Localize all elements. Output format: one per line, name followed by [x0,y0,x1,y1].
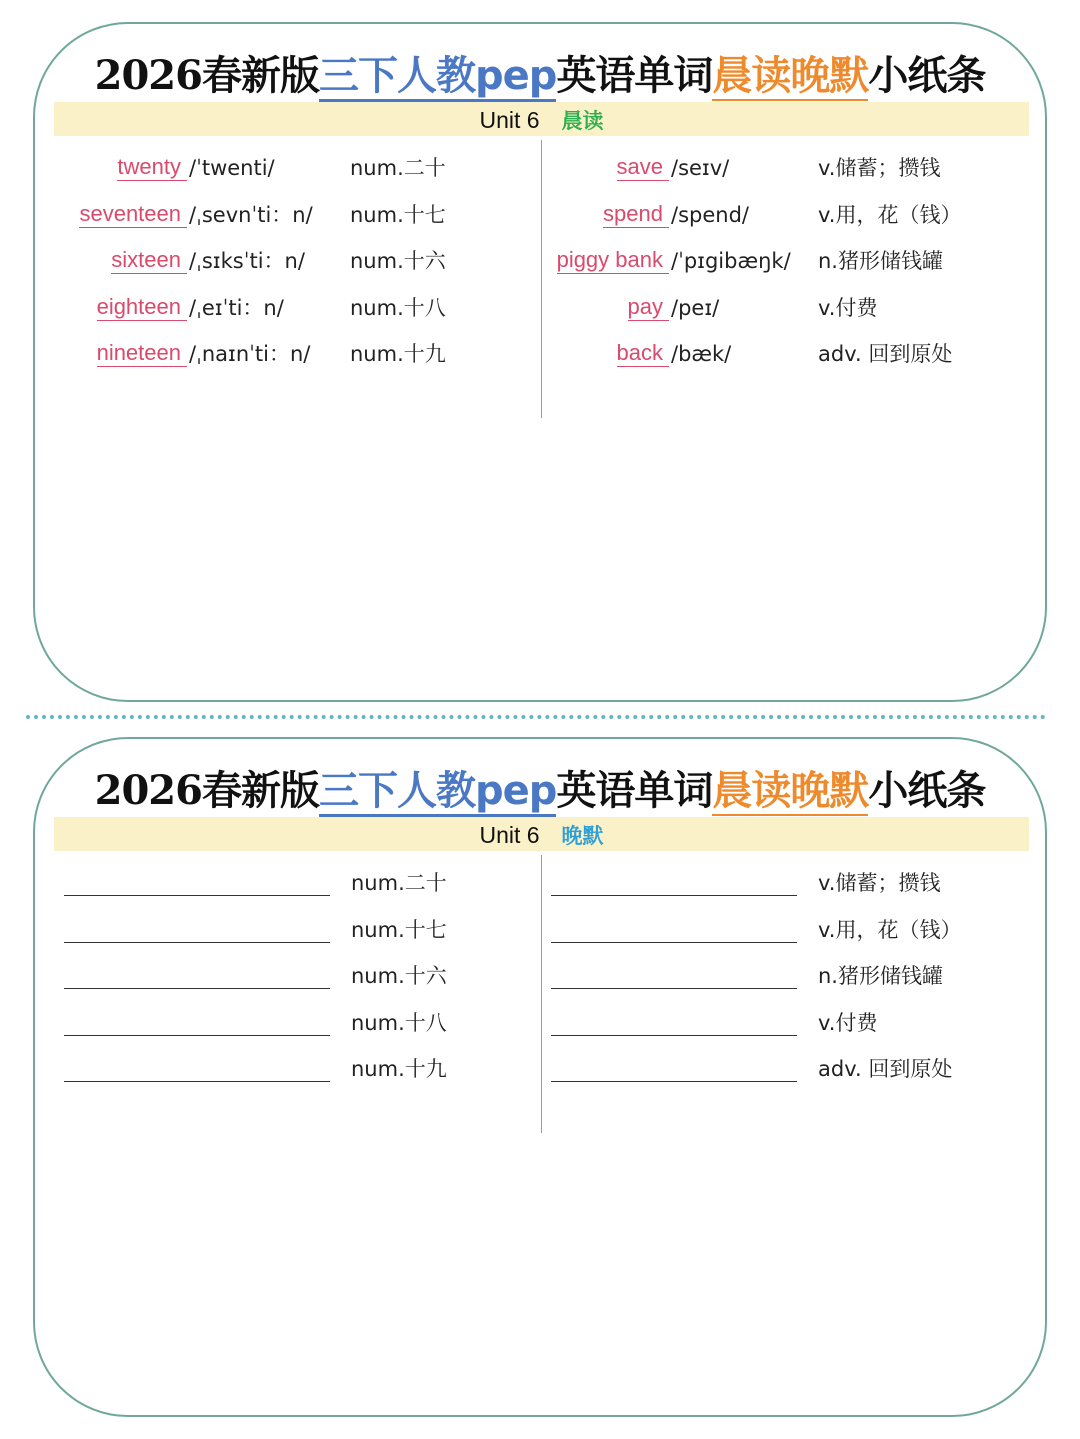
english-word: spend [603,201,669,228]
english-word: eighteen [97,294,187,321]
title-prefix: 2026春新版 [94,52,319,99]
word-row [35,195,1045,235]
title-grade: 三下人教pep [319,768,556,817]
phonetic-transcription: /peɪ/ [671,295,720,320]
phonetic-transcription: /ˌnaɪnˈti：n/ [189,342,311,366]
chinese-meaning: v.付费 [818,295,878,320]
english-word: pay [628,294,669,321]
chinese-meaning: n.猪形储钱罐 [818,964,943,988]
phonetic-transcription: /ˌsevnˈti：n/ [189,202,313,227]
chinese-meaning: v.用，花（钱） [818,202,962,227]
card-title [35,44,1045,104]
phonetic-transcription: /ˈpɪgibæŋk/ [671,249,791,273]
english-word: seventeen [79,201,187,228]
morning-reading-card [33,22,1047,702]
chinese-meaning: adv. 回到原处 [818,1057,953,1081]
chinese-meaning: v.储蓄；攒钱 [818,156,941,180]
english-word: nineteen [97,340,187,367]
phonetic-transcription: /seɪv/ [671,156,730,180]
english-word: back [617,340,669,367]
chinese-meaning: v.储蓄；攒钱 [818,871,941,895]
card-title [35,759,1045,819]
chinese-meaning: num.二十 [351,871,447,895]
dictation-row [35,1003,1045,1043]
word-row [35,288,1045,328]
cut-line-divider [26,715,1046,719]
title-mid: 英语单词 [556,768,713,814]
chinese-meaning: n.猪形储钱罐 [818,249,943,273]
chinese-meaning: num.十七 [351,917,447,942]
english-word: piggy bank [557,247,669,274]
chinese-meaning: num.十八 [351,1010,447,1035]
dictation-row [35,910,1045,950]
phonetic-transcription: /spend/ [671,202,749,227]
evening-dictation-card [33,737,1047,1417]
chinese-meaning: num.十八 [350,295,446,320]
english-word: save [617,154,669,181]
chinese-meaning: v.付费 [818,1010,878,1035]
word-row [35,334,1045,374]
chinese-meaning: num.十六 [351,964,447,988]
answer-blank-line[interactable] [551,956,797,989]
title-mid: 英语单词 [556,53,713,99]
answer-blank-line[interactable] [551,1049,797,1082]
dictation-row [35,1049,1045,1089]
chinese-meaning: v.用，花（钱） [818,917,962,942]
chinese-meaning: num.十九 [351,1057,447,1081]
title-prefix: 2026春新版 [94,767,319,814]
phonetic-transcription: /bæk/ [671,342,732,366]
chinese-meaning: num.十七 [350,202,446,227]
unit-label: Unit 6 [479,107,540,133]
english-word: sixteen [111,247,187,274]
title-suffix: 小纸条 [868,53,986,99]
phonetic-transcription: /ˈtwenti/ [189,156,275,180]
title-mode: 晨读晚默 [712,53,868,104]
unit-header-bar [54,102,1029,136]
dictation-row [35,956,1045,996]
mode-label: 晚默 [561,824,604,848]
answer-blank-line[interactable] [551,1003,797,1036]
dictation-row [35,863,1045,903]
unit-header-bar [54,817,1029,851]
word-row [35,148,1045,188]
title-suffix: 小纸条 [868,768,986,814]
title-grade: 三下人教pep [319,53,556,102]
phonetic-transcription: /ˌsɪksˈti：n/ [189,249,305,273]
chinese-meaning: num.十九 [350,342,446,366]
answer-blank-line[interactable] [551,863,797,896]
word-row [35,241,1045,281]
chinese-meaning: num.二十 [350,156,446,180]
chinese-meaning: num.十六 [350,249,446,273]
phonetic-transcription: /ˌeɪˈti：n/ [189,295,284,320]
english-word: twenty [117,154,187,181]
unit-label: Unit 6 [479,822,540,848]
answer-blank-line[interactable] [551,910,797,943]
chinese-meaning: adv. 回到原处 [818,342,953,366]
title-mode: 晨读晚默 [712,768,868,819]
mode-label: 晨读 [561,109,604,133]
